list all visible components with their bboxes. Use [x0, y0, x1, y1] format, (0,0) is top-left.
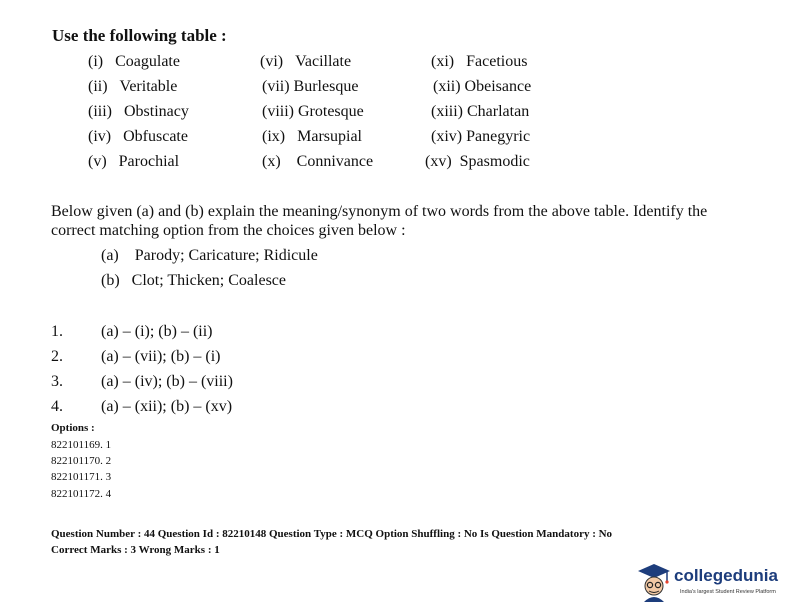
word-number: (viii) — [262, 103, 294, 120]
options-label: Options : — [51, 422, 95, 434]
word-item — [433, 78, 531, 96]
word-text: Charlatan — [467, 103, 530, 120]
word-item — [262, 103, 364, 121]
word-text: Connivance — [296, 153, 374, 170]
word-item — [431, 103, 529, 121]
definition-text: Parody; Caricature; Ridicule — [134, 247, 318, 264]
word-text: Parochial — [118, 153, 180, 170]
definition-label: (a) — [101, 247, 119, 264]
word-number: (ix) — [262, 128, 286, 145]
graduate-cap-logo-icon — [636, 562, 672, 602]
word-text: Obstinacy — [124, 103, 189, 120]
collegedunia-logo — [636, 562, 786, 604]
word-number: (vii) — [262, 78, 290, 95]
word-number: (ii) — [88, 78, 108, 95]
instruction-line: Below given (a) and (b) explain the meaning/synonym of two words from the above table. Identify the — [51, 203, 708, 220]
word-item — [88, 153, 179, 171]
word-text: Spasmodic — [459, 153, 530, 170]
word-item — [262, 78, 358, 96]
word-item — [262, 128, 362, 146]
word-item — [431, 53, 527, 71]
instruction-line: correct matching option from the choices given below : — [51, 222, 406, 239]
definition-item — [101, 247, 318, 265]
option-id: 822101171. 3 — [51, 471, 112, 483]
marks-meta: Correct Marks : 3 Wrong Marks : 1 — [51, 544, 220, 556]
definition-item — [101, 272, 286, 290]
word-text: Burlesque — [293, 78, 359, 95]
word-item — [260, 53, 351, 71]
word-number: (iv) — [88, 128, 112, 145]
word-number: (xiv) — [431, 128, 463, 145]
word-text: Panegyric — [466, 128, 531, 145]
word-text: Veritable — [119, 78, 178, 95]
word-text: Marsupial — [297, 128, 362, 145]
answer-text: (a) – (i); (b) – (ii) — [101, 323, 213, 340]
answer-text: (a) – (xii); (b) – (xv) — [101, 398, 233, 415]
word-text: Obfuscate — [123, 128, 188, 145]
word-item — [88, 53, 180, 71]
answer-number: 2. — [51, 348, 63, 365]
word-text: Coagulate — [115, 53, 180, 70]
logo-name: collegedunia — [674, 566, 778, 585]
option-id: 822101170. 2 — [51, 455, 112, 467]
word-item — [262, 153, 373, 171]
word-item — [425, 153, 530, 171]
logo-tagline: India's largest Student Review Platform — [680, 589, 776, 595]
answer-text: (a) – (vii); (b) – (i) — [101, 348, 221, 365]
question-meta: Question Number : 44 Question Id : 82210148 Question Type : MCQ Option Shuffling : No Is Question Mandatory : No — [51, 528, 613, 540]
option-id: 822101172. 4 — [51, 488, 112, 500]
word-number: (xi) — [431, 53, 455, 70]
answer-number: 4. — [51, 398, 63, 415]
word-number: (v) — [88, 153, 107, 170]
word-number: (xiii) — [431, 103, 463, 120]
word-number: (i) — [88, 53, 104, 70]
word-number: (vi) — [260, 53, 284, 70]
word-number: (iii) — [88, 103, 112, 120]
instruction-paragraph — [51, 202, 707, 240]
word-item — [431, 128, 530, 146]
word-text: Facetious — [466, 53, 528, 70]
word-number: (xii) — [433, 78, 461, 95]
word-text: Vacillate — [295, 53, 352, 70]
word-item — [88, 78, 177, 96]
definition-label: (b) — [101, 272, 120, 289]
answer-number: 3. — [51, 373, 63, 390]
definition-text: Clot; Thicken; Coalesce — [131, 272, 286, 289]
word-number: (xv) — [425, 153, 452, 170]
word-number: (x) — [262, 153, 281, 170]
word-item — [88, 103, 189, 121]
answer-text: (a) – (iv); (b) – (viii) — [101, 373, 233, 390]
word-text: Grotesque — [298, 103, 364, 120]
page-heading: Use the following table : — [52, 26, 227, 45]
word-item — [88, 128, 188, 146]
option-id: 822101169. 1 — [51, 439, 112, 451]
word-text: Obeisance — [464, 78, 532, 95]
answer-number: 1. — [51, 323, 63, 340]
